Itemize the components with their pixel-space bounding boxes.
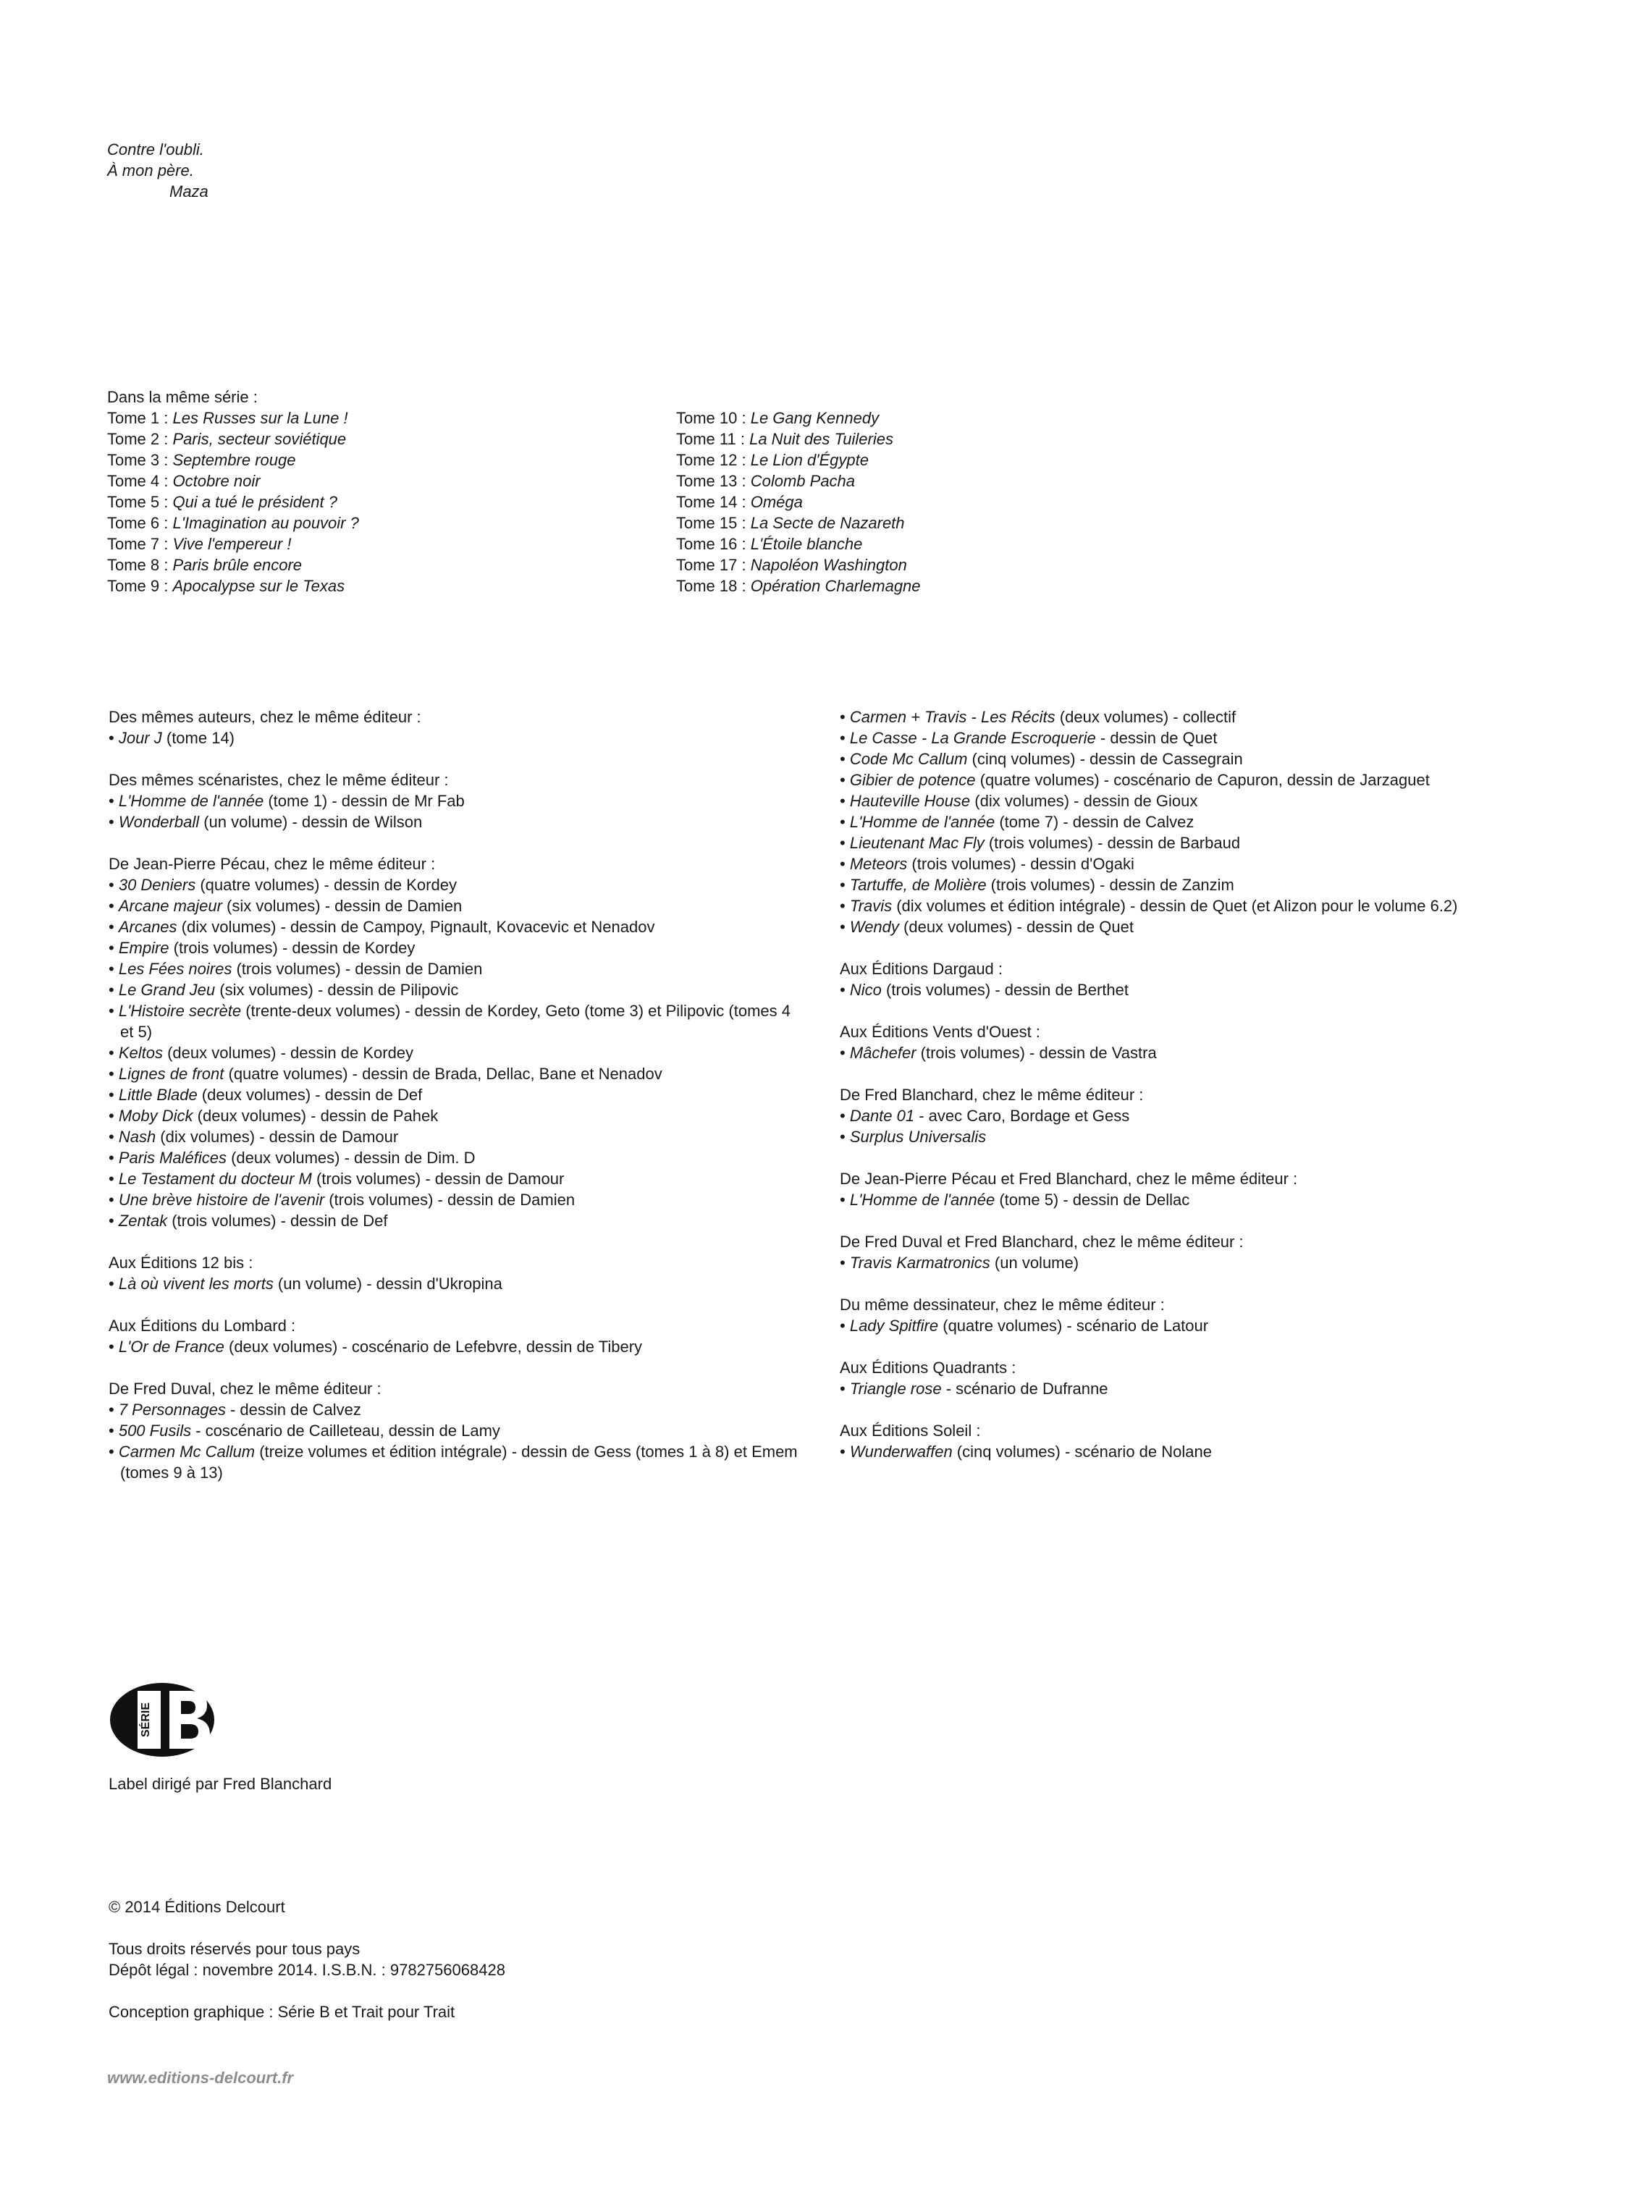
works-item-title: Jour J [118,729,162,747]
works-item [840,1105,1622,1126]
works-item [109,1000,804,1042]
graphic-design-line: Conception graphique : Série B et Trait pour Trait [109,2003,455,2021]
works-item [840,895,1622,916]
series-tome [676,491,921,512]
works-item [840,979,1622,1000]
works-item [840,706,1622,727]
works-section-heading: Aux Éditions Dargaud : [840,960,1003,978]
serie-b-logo-icon [109,1681,216,1759]
works-section [109,706,804,748]
label-director: Label dirigé par Fred Blanchard [109,1775,332,1793]
works-item-title: Moby Dick [118,1107,193,1125]
works-item-detail: (cinq volumes) - dessin de Cassegrain [967,750,1243,768]
works-item-detail: (dix volumes et édition intégrale) - dessin de Quet (et Alizon pour le volume 6.2) [892,897,1458,915]
works-item-detail: (trois volumes) - dessin de Damien [324,1191,576,1209]
works-item-title: Les Fées noires [118,960,232,978]
series-list-right [676,408,921,596]
tome-title: Napoléon Washington [750,556,907,574]
tome-title: Colomb Pacha [750,472,856,490]
works-section-heading: De Jean-Pierre Pécau, chez le même éditeur : [109,855,436,873]
works-item-detail: (tome 7) - dessin de Calvez [995,813,1194,831]
works-section [840,1021,1622,1063]
bullet: • [109,876,119,894]
works-item [840,853,1622,874]
series-tome [107,491,359,512]
legal-deposit-line: Dépôt légal : novembre 2014. I.S.B.N. : 9782756068428 [109,1961,505,1979]
works-item-title: Lady Spitfire [849,1317,939,1335]
works-item [109,1441,804,1483]
works-section-heading: Aux Éditions Quadrants : [840,1359,1016,1377]
bullet: • [840,1380,850,1398]
tome-title: Le Lion d'Égypte [750,451,869,469]
works-section-heading: Aux Éditions 12 bis : [109,1254,253,1272]
dedication-line-1: Contre l'oubli. [107,140,204,159]
works-item-title: Travis [849,897,893,915]
tome-number: Tome 4 : [107,472,173,490]
bullet: • [109,960,119,978]
tome-number: Tome 6 : [107,514,173,532]
works-item [109,727,804,748]
works-item [840,874,1622,895]
bullet: • [840,1254,850,1272]
works-column-right [840,706,1622,1483]
dedication-line-2: À mon père. [107,161,194,180]
works-item-title: Nico [849,981,882,999]
copyright-line: © 2014 Éditions Delcourt [109,1898,285,1916]
works-item-detail: (deux volumes) - dessin de Pahek [193,1107,439,1125]
tome-number: Tome 10 : [676,409,751,427]
works-item-detail: (tome 1) - dessin de Mr Fab [264,792,465,810]
works-item [840,769,1622,790]
works-item [109,811,804,832]
works-item-title: 7 Personnages [118,1401,226,1419]
bullet: • [840,708,850,726]
works-item-title: Là où vivent les morts [118,1275,274,1293]
works-item-detail: (six volumes) - dessin de Damien [222,897,463,915]
works-item [840,811,1622,832]
bullet: • [840,813,850,831]
works-section-heading: Du même dessinateur, chez le même éditeur : [840,1296,1165,1314]
works-section-heading: Aux Éditions du Lombard : [109,1317,296,1335]
works-item-title: Code Mc Callum [849,750,968,768]
series-tome [107,470,359,491]
bullet: • [109,792,119,810]
series-tome [676,429,921,449]
works-section [840,958,1622,1000]
bullet: • [109,1107,119,1125]
works-item-detail: (trois volumes) - dessin de Damour [311,1170,565,1188]
works-item-title: Paris Maléfices [118,1149,227,1167]
series-column-2 [676,408,921,596]
works-section [840,1231,1622,1273]
works-item [109,1168,804,1189]
works-item-title: Triangle rose [849,1380,942,1398]
works-section [109,1378,804,1483]
works-item-title: Arcanes [118,918,177,936]
works-item [109,1336,804,1357]
works-item [109,1210,804,1231]
works-item-title: Zentak [118,1212,168,1230]
bullet: • [840,876,850,894]
series-list-left [107,387,359,596]
works-section [109,853,804,1231]
works-item-detail: (un volume) - dessin d'Ukropina [273,1275,502,1293]
works-item [109,790,804,811]
tome-title: L'Étoile blanche [750,535,863,553]
works-item-detail: (quatre volumes) - dessin de Brada, Dellac, Bane et Nenadov [224,1065,662,1083]
series-tome [676,554,921,575]
works-item-title: 30 Deniers [118,876,196,894]
works-item [109,874,804,895]
bullet: • [840,1044,850,1062]
works-item-title: Carmen + Travis - Les Récits [849,708,1055,726]
tome-number: Tome 12 : [676,451,751,469]
works-item [109,1420,804,1441]
bullet: • [109,981,119,999]
serie-b-logo [109,1681,216,1759]
works-item-detail: (tome 14) [161,729,235,747]
series-tome [107,449,359,470]
works-item [109,1084,804,1105]
works-item-title: L'Homme de l'année [849,813,995,831]
works-item-detail: (tome 5) - dessin de Dellac [995,1191,1190,1209]
works-item [840,1042,1622,1063]
bullet: • [840,792,850,810]
tome-number: Tome 9 : [107,577,173,595]
bullet: • [840,750,850,768]
works-item-title: Le Casse - La Grande Escroquerie [849,729,1096,747]
website-link[interactable]: www.editions-delcourt.fr [107,2069,294,2087]
works-section [840,1294,1622,1336]
works-item-title: Lignes de front [118,1065,224,1083]
works-item [840,1378,1622,1399]
works-section [840,1084,1622,1147]
tome-number: Tome 15 : [676,514,751,532]
tome-number: Tome 1 : [107,409,173,427]
works-item-title: Une brève histoire de l'avenir [118,1191,325,1209]
tome-title: Apocalypse sur le Texas [172,577,345,595]
bullet: • [840,1317,850,1335]
bullet: • [840,855,850,873]
works-item-detail: (quatre volumes) - scénario de Latour [938,1317,1209,1335]
works-item-title: Le Testament du docteur M [118,1170,312,1188]
works-item-detail: (quatre volumes) - dessin de Kordey [195,876,457,894]
works-item-title: Carmen Mc Callum [118,1443,256,1461]
bullet: • [840,1128,850,1146]
works-item [840,916,1622,937]
works-item-detail: (deux volumes) - dessin de Quet [898,918,1134,936]
works-item [109,916,804,937]
works-item-detail: (trois volumes) - dessin de Zanzim [986,876,1234,894]
works-item-title: Wunderwaffen [849,1443,953,1461]
works-section-heading: Aux Éditions Vents d'Ouest : [840,1023,1040,1041]
series-tome [107,408,359,429]
works-item-detail: - dessin de Calvez [225,1401,361,1419]
works-item [840,1189,1622,1210]
works-item [109,895,804,916]
works-item [840,1441,1622,1462]
tome-title: Paris, secteur soviétique [172,430,347,448]
works-item [109,1105,804,1126]
works-item [840,748,1622,769]
works-item [109,937,804,958]
works-item-title: L'Homme de l'année [849,1191,995,1209]
works-item-detail: (trois volumes) - dessin de Kordey [169,939,416,957]
bullet: • [109,897,119,915]
tome-number: Tome 3 : [107,451,173,469]
works-item [109,1126,804,1147]
dedication [107,139,208,202]
works-item-title: Meteors [849,855,908,873]
works-section-heading: Des mêmes auteurs, chez le même éditeur : [109,708,421,726]
tome-number: Tome 11 : [676,430,750,448]
series-tome [676,470,921,491]
works-item-detail: (trois volumes) - dessin de Barbaud [984,834,1241,852]
tome-number: Tome 7 : [107,535,173,553]
series-tome [676,575,921,596]
tome-title: Opération Charlemagne [750,577,921,595]
works-section-heading: De Fred Duval et Fred Blanchard, chez le même éditeur : [840,1233,1244,1251]
works-item-detail: (deux volumes) - dessin de Def [197,1086,423,1104]
bullet: • [109,1191,119,1209]
works-item [840,832,1622,853]
bullet: • [109,1338,119,1356]
works-item-detail: - coscénario de Cailleteau, dessin de Lamy [191,1422,500,1440]
works-item [109,1189,804,1210]
works-item-detail: (trois volumes) - dessin de Def [167,1212,388,1230]
tome-number: Tome 16 : [676,535,751,553]
bullet: • [109,1170,119,1188]
bullet: • [840,771,850,789]
bullet: • [109,1044,119,1062]
works-item-detail: (deux volumes) - dessin de Kordey [162,1044,414,1062]
series-heading: Dans la même série : [107,388,258,406]
bullet: • [840,918,850,936]
works-item-detail: (trois volumes) - dessin de Vastra [916,1044,1157,1062]
works-item [109,1147,804,1168]
series-tome [676,408,921,429]
bullet: • [840,981,850,999]
works-section [840,1420,1622,1462]
works-item-detail: (dix volumes) - dessin de Damour [156,1128,399,1146]
tome-title: Octobre noir [172,472,261,490]
works-item-title: Wonderball [118,813,200,831]
tome-title: Oméga [750,493,803,511]
works-section-heading: De Jean-Pierre Pécau et Fred Blanchard, chez le même éditeur : [840,1170,1298,1188]
works-section [109,769,804,832]
series-tome [107,533,359,554]
bullet: • [840,834,850,852]
works-item-detail: (trente-deux volumes) - dessin de Kordey, Geto (tome 3) et Pilipovic (tomes 4 et 5) [120,1002,791,1041]
works-item-title: Keltos [118,1044,163,1062]
works-section [840,706,1622,937]
works-item [109,1399,804,1420]
works-item-detail: (deux volumes) - dessin de Dim. D [226,1149,476,1167]
works-item [840,1252,1622,1273]
bullet: • [840,897,850,915]
bullet: • [109,1086,119,1104]
works-item-detail: (un volume) [990,1254,1079,1272]
tome-number: Tome 5 : [107,493,173,511]
works-section [109,1315,804,1357]
bullet: • [109,1275,119,1293]
works-item-title: Dante 01 [849,1107,915,1125]
tome-title: L'Imagination au pouvoir ? [172,514,359,532]
works-item-title: Gibier de potence [849,771,976,789]
works-item-detail: (trois volumes) - dessin de Damien [232,960,483,978]
works-item-title: 500 Fusils [118,1422,192,1440]
bullet: • [109,1149,119,1167]
works-section-heading: De Fred Duval, chez le même éditeur : [109,1380,382,1398]
works-item-title: L'Or de France [118,1338,224,1356]
bullet: • [840,1443,850,1461]
bullet: • [109,1443,119,1461]
works-item [840,1315,1622,1336]
works-item-detail: (six volumes) - dessin de Pilipovic [215,981,459,999]
tome-title: La Nuit des Tuileries [749,430,893,448]
rights-line: Tous droits réservés pour tous pays [109,1940,361,1958]
bullet: • [840,729,850,747]
tome-number: Tome 18 : [676,577,751,595]
tome-title: Qui a tué le président ? [172,493,337,511]
works-item-detail: (treize volumes et édition intégrale) - dessin de Gess (tomes 1 à 8) et Emem (tomes 9 à 13) [120,1443,798,1482]
tome-title: La Secte de Nazareth [750,514,905,532]
works-item-detail: (dix volumes) - dessin de Gioux [970,792,1198,810]
works-section-heading: Aux Éditions Soleil : [840,1422,981,1440]
serie-b-logo-text: SÉRIE [140,1702,152,1738]
works-item [840,727,1622,748]
works-item-title: Little Blade [118,1086,198,1104]
works-item-title: Surplus Universalis [849,1128,987,1146]
bullet: • [109,813,119,831]
tome-title: Paris brûle encore [172,556,303,574]
series-tome [107,575,359,596]
works-item-detail: - dessin de Quet [1095,729,1218,747]
works-item-detail: (trois volumes) - dessin d'Ogaki [907,855,1134,873]
tome-title: Les Russes sur la Lune ! [172,409,348,427]
works-item-detail: (dix volumes) - dessin de Campoy, Pignault, Kovacevic et Nenadov [177,918,655,936]
tome-number: Tome 17 : [676,556,751,574]
works-item-detail: (deux volumes) - coscénario de Lefebvre, dessin de Tibery [224,1338,643,1356]
tome-title: Le Gang Kennedy [750,409,880,427]
works-item [109,979,804,1000]
copyright-block [109,1896,505,2022]
works-item-title: Lieutenant Mac Fly [849,834,985,852]
series-tome [676,533,921,554]
bullet: • [109,1065,119,1083]
works-item-title: L'Histoire secrète [118,1002,242,1020]
works-section [840,1168,1622,1210]
works-item-detail: (cinq volumes) - scénario de Nolane [952,1443,1212,1461]
tome-number: Tome 13 : [676,472,751,490]
tome-title: Vive l'empereur ! [172,535,292,553]
works-item-title: Wendy [849,918,899,936]
works-item [109,1273,804,1294]
works-item-title: Nash [118,1128,156,1146]
bullet: • [109,939,119,957]
works-section [840,1357,1622,1399]
bullet: • [109,729,119,747]
series-tome [676,449,921,470]
works-item-title: Empire [118,939,169,957]
series-tome [107,554,359,575]
series-tome [107,429,359,449]
works-section-heading: Des mêmes scénaristes, chez le même éditeur : [109,771,449,789]
works-item [109,958,804,979]
bullet: • [109,1212,119,1230]
series-tome [676,512,921,533]
works-item-detail: (deux volumes) - collectif [1055,708,1236,726]
works-item [840,790,1622,811]
works-item-title: Mâchefer [849,1044,916,1062]
bullet: • [109,1422,119,1440]
tome-number: Tome 2 : [107,430,173,448]
works-section-heading: De Fred Blanchard, chez le même éditeur : [840,1086,1144,1104]
works-item-title: L'Homme de l'année [118,792,264,810]
works-item-title: Arcane majeur [118,897,222,915]
bullet: • [840,1107,850,1125]
works-item-detail: - avec Caro, Bordage et Gess [914,1107,1130,1125]
tome-number: Tome 8 : [107,556,173,574]
tome-number: Tome 14 : [676,493,751,511]
works-item-title: Tartuffe, de Molière [849,876,987,894]
works-item-detail: - scénario de Dufranne [941,1380,1108,1398]
works-section [109,1252,804,1294]
series-column-1 [107,408,359,596]
works-item [109,1042,804,1063]
works-item-title: Travis Karmatronics [849,1254,990,1272]
works-item-title: Hauteville House [849,792,971,810]
works-item-title: Le Grand Jeu [118,981,216,999]
bullet: • [109,1401,119,1419]
works-item-detail: (un volume) - dessin de Wilson [199,813,423,831]
series-tome [107,512,359,533]
dedication-signature: Maza [169,182,208,200]
works-item [109,1063,804,1084]
works-item [840,1126,1622,1147]
works-item-detail: (quatre volumes) - coscénario de Capuron, dessin de Jarzaguet [975,771,1430,789]
tome-title: Septembre rouge [172,451,296,469]
bullet: • [109,1128,119,1146]
bullet: • [840,1191,850,1209]
bullet: • [109,1002,119,1020]
bullet: • [109,918,119,936]
works-item-detail: (trois volumes) - dessin de Berthet [881,981,1129,999]
works-column-left [109,706,804,1504]
